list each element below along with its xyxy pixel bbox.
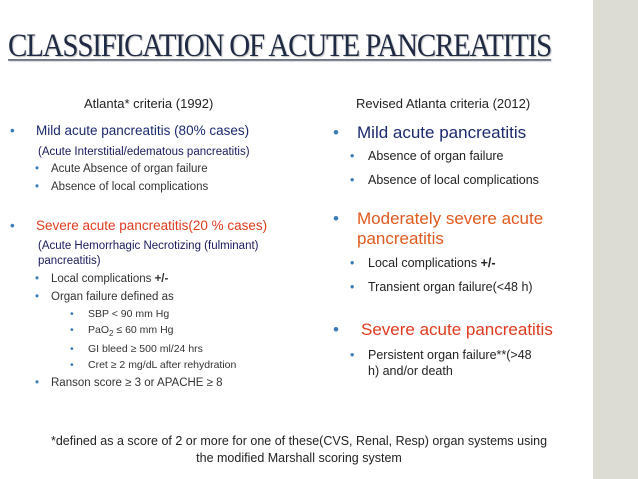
footnote-line-1: *defined as a score of 2 or more for one of these(CVS, Renal, Resp) organ systems using <box>50 434 548 448</box>
mild-subitem <box>9 180 339 195</box>
moderate-subitem <box>332 279 592 295</box>
bullet-icon: • <box>350 279 355 294</box>
bullet-icon: • <box>70 342 74 355</box>
bullet-icon: • <box>350 173 355 188</box>
bullet-icon: • <box>35 272 40 285</box>
atlanta-heading: Atlanta* criteria (1992) <box>84 96 214 111</box>
moderate-label-line-2: pancreatitis <box>357 228 444 248</box>
severe-subitem <box>9 376 339 391</box>
mild-label: Mild acute pancreatitis (80% cases) <box>36 123 250 138</box>
severe-label: Severe acute pancreatitis(20 % cases) <box>36 218 268 234</box>
bullet-icon: • <box>333 123 339 142</box>
bullet-icon: • <box>350 347 355 362</box>
severe-note-line-2: pancreatitis) <box>38 254 101 267</box>
criterion-label-rest: ≤ 60 mm Hg <box>113 324 174 337</box>
revised-atlanta-column <box>332 122 592 379</box>
bullet-icon: • <box>70 359 74 372</box>
plus-minus: +/- <box>154 272 169 285</box>
severe-subitem <box>9 290 339 305</box>
persistent-failure-label-line-1: Persistent organ failure**(>48 <box>368 347 532 362</box>
slide-title: CLASSIFICATION OF ACUTE PANCREATITIS <box>8 28 552 64</box>
mild-subitem-label: Acute Absence of organ failure <box>51 163 208 176</box>
organ-failure-criterion <box>9 324 339 339</box>
criterion-label: SBP < 90 mm Hg <box>88 307 170 320</box>
footnote <box>10 433 588 468</box>
mild-subitem-label: Absence of local complications <box>368 173 539 188</box>
moderate-item <box>332 209 592 229</box>
bullet-icon: • <box>35 181 40 194</box>
atlanta-column <box>9 122 339 391</box>
mild-subitem <box>9 162 339 177</box>
organ-failure-criterion <box>9 359 339 373</box>
organ-failure-criterion <box>9 343 339 357</box>
mild-note: (Acute Interstitial/edematous pancreatitis) <box>38 145 250 158</box>
criterion-label: Cret ≥ 2 mg/dL after rehydration <box>88 359 237 372</box>
bullet-icon: • <box>350 149 355 164</box>
severe-item <box>332 319 592 341</box>
revised-atlanta-heading: Revised Atlanta criteria (2012) <box>356 96 531 111</box>
transient-failure-label: Transient organ failure(<48 h) <box>368 279 533 294</box>
local-complications-label: Local complications <box>368 256 481 271</box>
bullet-icon: • <box>70 324 74 337</box>
severe-item <box>9 217 339 235</box>
mild-subitem <box>332 172 592 188</box>
severe-subitem <box>9 272 339 287</box>
bullet-icon: • <box>35 377 40 390</box>
subscript: 2 <box>109 329 114 339</box>
bullet-icon: • <box>10 123 15 138</box>
organ-failure-criterion <box>9 308 339 322</box>
mild-item <box>332 122 592 144</box>
bullet-icon: • <box>10 218 15 234</box>
mild-label: Mild acute pancreatitis <box>357 123 527 142</box>
moderate-label-line-1: Moderately severe acute <box>357 208 544 228</box>
mild-subitem-label: Absence of local complications <box>51 181 209 194</box>
mild-subitem <box>332 148 592 164</box>
organ-failure-label: Organ failure defined as <box>51 290 174 303</box>
bullet-icon: • <box>333 319 339 339</box>
mild-item <box>9 122 339 140</box>
criterion-label: PaO <box>88 324 110 337</box>
sidebar-decoration <box>593 0 638 479</box>
bullet-icon: • <box>333 208 339 228</box>
persistent-failure-label-line-2: h) and/or death <box>368 364 453 379</box>
moderate-subitem <box>332 255 592 271</box>
plus-minus: +/- <box>480 256 496 271</box>
severe-note-line-1: (Acute Hemorrhagic Necrotizing (fulminant) <box>38 239 259 252</box>
ranson-label: Ranson score ≥ 3 or APACHE ≥ 8 <box>51 377 223 390</box>
criterion-label: GI bleed ≥ 500 ml/24 hrs <box>88 342 203 355</box>
bullet-icon: • <box>70 307 74 320</box>
bullet-icon: • <box>35 163 40 176</box>
bullet-icon: • <box>35 290 40 303</box>
local-complications-label: Local complications <box>51 272 155 285</box>
mild-subitem-label: Absence of organ failure <box>368 149 504 164</box>
bullet-icon: • <box>350 256 355 271</box>
footnote-line-2: the modified Marshall scoring system <box>196 451 402 466</box>
severe-label: Severe acute pancreatitis <box>361 319 553 339</box>
severe-subitem <box>332 347 592 363</box>
